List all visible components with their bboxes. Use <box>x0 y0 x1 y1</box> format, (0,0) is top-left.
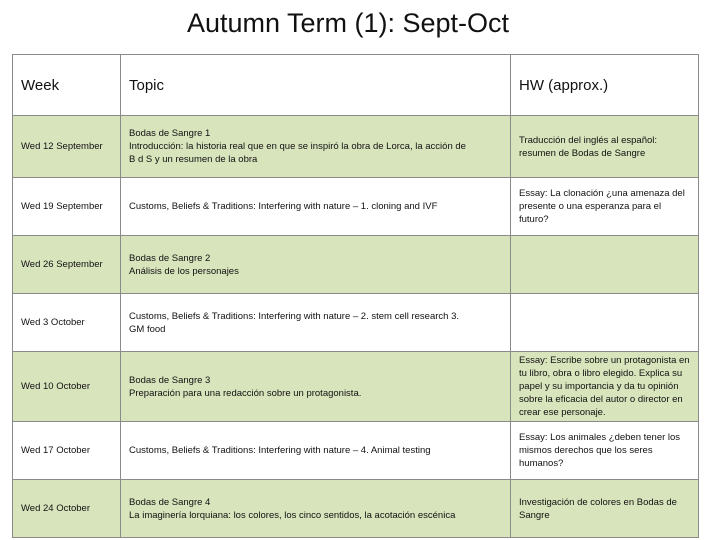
table-row <box>13 352 699 422</box>
topic-line: GM food <box>129 323 166 335</box>
week-cell: Wed 19 September <box>13 178 121 236</box>
hw-line: tu libro, obra o libro elegido. Explica su <box>519 368 683 379</box>
hw-line: Sangre <box>519 509 550 521</box>
page-title: Autumn Term (1): Sept-Oct <box>186 8 510 38</box>
table-row <box>13 116 699 178</box>
hw-line: presente o una esperanza para el <box>519 201 662 212</box>
hw-cell <box>511 480 699 538</box>
topic-cell <box>121 480 511 538</box>
topic-line: B d S y un resumen de la obra <box>129 154 258 165</box>
topic-cell <box>121 294 511 352</box>
header-hw: HW (approx.) <box>511 55 699 116</box>
table-row <box>13 422 699 480</box>
hw-cell <box>511 422 699 480</box>
topic-cell <box>121 178 511 236</box>
hw-cell <box>511 294 699 352</box>
topic-line: Bodas de Sangre 4 <box>129 496 211 508</box>
topic-line: Preparación para una redacción sobre un protagonista. <box>129 387 362 399</box>
week-cell: Wed 3 October <box>13 294 121 352</box>
topic-line: Customs, Beliefs & Traditions: Interfering with nature – 2. stem cell research 3. <box>129 310 460 322</box>
table-row <box>13 480 699 538</box>
topic-line: Introducción: la historia real que en que se inspiró la obra de Lorca, la acción de <box>129 141 466 152</box>
hw-cell <box>511 178 699 236</box>
week-cell: Wed 26 September <box>13 236 121 294</box>
hw-line: Essay: Los animales ¿deben tener los <box>519 432 681 443</box>
table-row <box>13 178 699 236</box>
topic-cell <box>121 236 511 294</box>
hw-cell <box>511 116 699 178</box>
hw-line: Essay: La clonación ¿una amenaza del <box>519 188 685 199</box>
table-header-row <box>13 55 699 116</box>
hw-cell <box>511 352 699 422</box>
hw-line: sobre la eficacia del autor o director en <box>519 394 683 405</box>
header-topic: Topic <box>121 55 511 116</box>
hw-line: crear ese personaje. <box>519 407 606 418</box>
week-cell: Wed 24 October <box>13 480 121 538</box>
topic-cell <box>121 352 511 422</box>
table-row <box>13 294 699 352</box>
table-row <box>13 236 699 294</box>
hw-line: Essay: Escribe sobre un protagonista en <box>519 355 690 366</box>
topic-cell <box>121 422 511 480</box>
hw-line: mismos derechos que los seres <box>519 445 653 456</box>
table-body <box>13 116 699 538</box>
topic-cell <box>121 116 511 178</box>
schedule-table <box>12 54 699 538</box>
hw-line: Traducción del inglés al español: <box>519 134 658 146</box>
week-cell: Wed 17 October <box>13 422 121 480</box>
topic-line: Bodas de Sangre 2 <box>129 252 211 264</box>
hw-line: resumen de Bodas de Sangre <box>519 147 646 159</box>
hw-line: futuro? <box>519 214 549 225</box>
topic-line: Análisis de los personajes <box>129 265 239 277</box>
week-cell: Wed 12 September <box>13 116 121 178</box>
hw-cell <box>511 236 699 294</box>
hw-line: papel y su importancia y da tu opinión <box>519 381 679 392</box>
topic-line: Customs, Beliefs & Traditions: Interfering with nature – 4. Animal testing <box>129 445 431 456</box>
header-week: Week <box>13 55 121 116</box>
hw-line: Investigación de colores en Bodas de <box>519 496 677 508</box>
topic-line: La imaginería lorquiana: los colores, los cinco sentidos, la acotación escénica <box>129 509 456 521</box>
topic-line: Customs, Beliefs & Traditions: Interfering with nature – 1. cloning and IVF <box>129 201 438 212</box>
hw-line: humanos? <box>519 458 564 469</box>
topic-line: Bodas de Sangre 1 <box>129 128 211 139</box>
topic-line: Bodas de Sangre 3 <box>129 374 211 386</box>
week-cell: Wed 10 October <box>13 352 121 422</box>
